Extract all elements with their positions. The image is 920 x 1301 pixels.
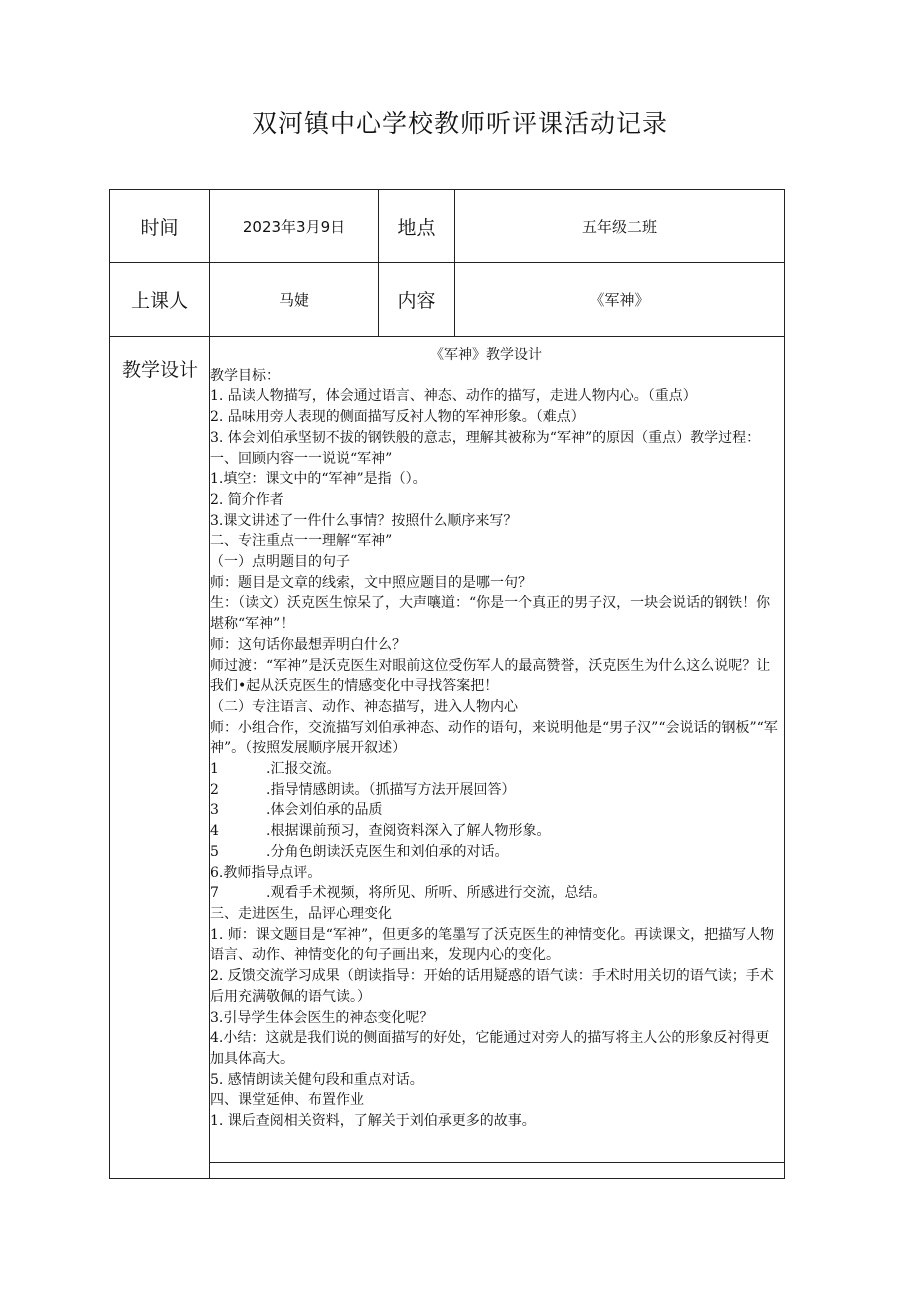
step-item (210, 800, 782, 821)
step-item (210, 821, 782, 842)
design-line: 三、走进医生，品评心理变化 (210, 905, 392, 922)
step-number: 5 (210, 843, 219, 860)
step-item (210, 883, 782, 904)
page-title: 双河镇中心学校教师听评课活动记录 (251, 109, 668, 138)
row-divider (210, 1162, 784, 1163)
design-line: 师：小组合作，交流描写刘伯承神态、动作的语句，来说明他是“男子汉”“会说话的钢板”“军神”。（按照发展顺序展开叙述） (210, 719, 778, 757)
place-value: 五年级二班 (581, 217, 657, 236)
step-number: 7 (210, 885, 219, 902)
step-text: .分角色朗读沃克医生和刘伯承的对话。 (266, 843, 509, 860)
design-line: 二、专注重点一一理解“军神” (210, 533, 393, 550)
design-line: 生：（读文）沃克医生惊呆了，大声嚷道：“你是一个真正的男子汉，一块会说话的钢铁！你堪称“军神”！ (210, 595, 771, 633)
design-line: 3.课文讲述了一件什么事情？按照什么顺序来写？ (210, 512, 518, 529)
teacher-value: 马婕 (278, 291, 309, 309)
design-line: 师过渡：“军神”是沃克医生对眼前这位受伤军人的最高赞誉，沃克医生为什么这么说呢？让我们•起从沃克医生的情感变化中寻找答案把！ (210, 657, 771, 695)
design-line: 一、回顾内容一一说说“军神” (210, 450, 393, 467)
step-text: .根据课前预习，查阅资料深入了解人物形象。 (266, 823, 551, 840)
design-line: 4.小结：这就是我们说的侧面描写的好处，它能通过对旁人的描写将主人公的形象反衬得更加具体高大。 (210, 1030, 770, 1067)
step-number: 1 (210, 761, 219, 778)
design-line: 3. 体会刘伯承坚韧不拔的钢铁般的意志，理解其被称为“军神”的原因（重点）教学过程： (210, 429, 761, 446)
lesson-design-text (210, 345, 782, 1132)
design-line: 1. 师：课文题目是“军神”，但更多的笔墨写了沃克医生的神情变化。再读课文，把描写人物语言、动作、神情变化的句子画出来，发现内心的变化。 (210, 926, 775, 964)
step-item (210, 842, 782, 863)
step-text: .汇报交流。 (266, 761, 341, 778)
step-text: .体会刘伯承的品质 (266, 802, 383, 819)
time-value: 2023年3月9日 (242, 217, 346, 236)
design-line: 四、课堂延伸、布置作业 (210, 1092, 364, 1109)
step-item (210, 759, 782, 780)
design-line: 5. 感情朗读关健句段和重点对话。 (210, 1071, 424, 1088)
step-number: 2 (210, 781, 219, 798)
design-line: 师：题目是文章的线索，文中照应题目的是哪一句？ (210, 574, 532, 591)
design-line: 师：这句话你最想弄明白什么？ (210, 636, 406, 653)
step-number: 4 (210, 823, 219, 840)
design-line: 教学目标： (210, 367, 280, 384)
content-value: 《军神》 (589, 291, 650, 309)
design-line: （一）点明题目的句子 (210, 554, 350, 571)
design-line: 1. 品读人物描写，体会通过语言、神态、动作的描写，走进人物内心。（重点） (210, 388, 697, 405)
step-number: 3 (210, 802, 219, 819)
step-text: .指导情感朗读。（抓描写方法开展回答） (266, 781, 516, 798)
row-divider (110, 336, 784, 337)
design-label: 教学设计 (121, 359, 198, 381)
design-line: 1.填空：课文中的“军神”是指（）。 (210, 471, 427, 488)
design-line: 2. 简介作者 (210, 491, 284, 508)
place-label: 地点 (397, 216, 436, 239)
design-line: （二）专注语言、动作、神态描写，进入人物内心 (210, 698, 518, 715)
step-item: 6.教师指导点评。 (210, 864, 322, 881)
design-line: 2. 品味用旁人表现的侧面描写反衬人物的军神形象。（难点） (210, 409, 585, 426)
design-line: 1. 课后查阅相关资料，了解关于刘伯承更多的故事。 (210, 1113, 536, 1130)
design-line: 2. 反馈交流学习成果（朗读指导：开始的话用疑惑的语气读：手术时用关切的语气读；手术后用充满敬佩的语气读。） (210, 968, 774, 1005)
design-heading: 《军神》教学设计 (430, 347, 542, 363)
content-label: 内容 (397, 290, 436, 312)
design-line: 3.引导学生体会医生的神态变化呢？ (210, 1009, 434, 1026)
time-label: 时间 (140, 216, 179, 239)
step-item (210, 780, 782, 801)
teacher-label: 上课人 (130, 290, 188, 312)
step-text: .观看手术视频，将所见、所听、所感进行交流，总结。 (266, 885, 607, 902)
